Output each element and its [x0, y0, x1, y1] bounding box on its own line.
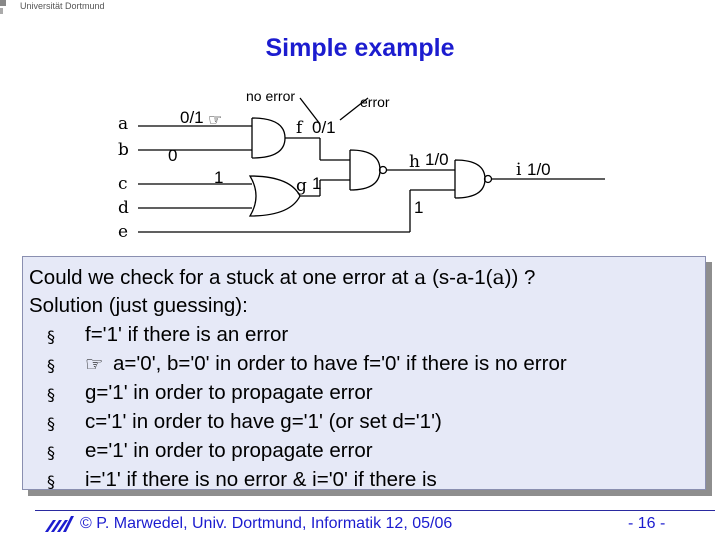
corner-mark-icon	[0, 0, 14, 14]
or-gate-g	[250, 176, 300, 216]
nand-gate-i	[455, 160, 485, 198]
error-annotation: error	[360, 94, 390, 110]
question-line: Could we check for a stuck at one error at a (s-a-1(a)) ?	[29, 265, 536, 289]
value-i: 1/0	[527, 160, 551, 179]
university-label: Universität Dortmund	[20, 1, 105, 11]
footer-divider	[35, 510, 715, 511]
bullet-icon: §	[47, 385, 55, 404]
value-h: 1/0	[425, 150, 449, 169]
top-bar	[0, 0, 720, 14]
bullet-icon: §	[47, 414, 55, 433]
value-c: 1	[214, 168, 224, 187]
bullet-item: f='1' if there is an error	[85, 323, 289, 346]
bullet-icon: §	[47, 327, 55, 346]
bullet-item: c='1' in order to have g='1' (or set d='1')	[85, 410, 442, 433]
signal-g-label: g	[296, 176, 307, 196]
bullet-item: e='1' in order to propagate error	[85, 439, 373, 462]
signal-f-label: f	[296, 118, 303, 138]
value-g: 1	[312, 174, 322, 193]
input-c-label: c	[118, 174, 128, 194]
bullet-icon: §	[47, 443, 55, 462]
nand-gate-h	[350, 150, 380, 190]
input-e-label: e	[118, 222, 129, 242]
university-logo-icon	[45, 512, 77, 534]
input-a-label: a	[118, 114, 129, 134]
bullet-icon: §	[47, 356, 55, 375]
bullet-icon: §	[47, 472, 55, 491]
bullet-item: a='0', b='0' in order to have f='0' if there is no error	[113, 352, 567, 375]
footer-text: © P. Marwedel, Univ. Dortmund, Informatik 12, 05/06	[80, 515, 453, 532]
input-b-label: b	[118, 140, 129, 160]
signal-i-label: i	[516, 160, 522, 180]
bullet-item: g='1' in order to propagate error	[85, 381, 373, 404]
no-error-annotation: no error	[246, 88, 296, 104]
hand-icon: ☞	[85, 352, 104, 376]
input-d-label: d	[118, 198, 129, 218]
signal-h-label: h	[409, 152, 420, 172]
value-e: 1	[414, 198, 424, 217]
value-a: 0/1	[180, 108, 204, 127]
and-gate-f	[252, 118, 285, 158]
value-f: 0/1	[312, 118, 336, 137]
solution-line: Solution (just guessing):	[29, 294, 248, 317]
content-box	[22, 256, 706, 490]
pointing-hand-icon: ☞	[208, 110, 223, 129]
value-b: 0	[168, 146, 178, 165]
page-title: Simple example	[265, 34, 455, 62]
bullet-item: i='1' if there is no error & i='0' if there is	[85, 468, 437, 491]
page-number: - 16 -	[628, 515, 666, 532]
